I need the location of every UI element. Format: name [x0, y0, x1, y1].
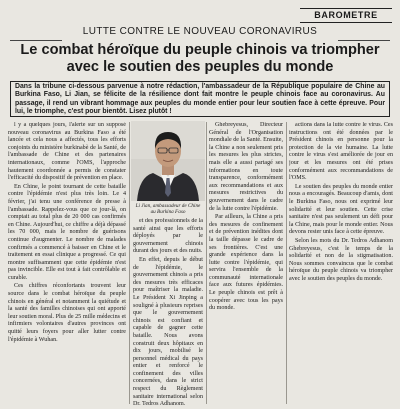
- headline-line-1: Le combat héroïque du peuple chinois va triompher: [20, 42, 380, 58]
- lead-paragraph: Dans la tribune ci-dessous parvenue à notre rédaction, l'ambassadeur de la République populaire de Chine au Burkina Faso, Li Jian, se félicite de la résilience dont fait montre le peuple chinois face au coronavirus. Au passage, il rend un vibrant hommage aux peuples du monde entier pour leur soutien face à cette épreuve. Pour lui, le triomphe, c'est pour bientôt. Lisez plutôt !: [10, 81, 390, 117]
- column-divider: [206, 122, 207, 404]
- column-divider: [129, 122, 130, 404]
- paragraph: Le soutien des peuples du monde entier nous a encouragés. Beaucoup d'amis, dont le Burkina Faso, nous ont exprimé leur solidarité et leur soutien. Cette crise sanitaire n'est pas seulement un défi pour la Chine, mais pour le monde entier. Nous devons rester unis face à cette épreuve.: [289, 183, 393, 236]
- ambassador-photo: [131, 121, 205, 201]
- paragraph: En Chine, le point tournant de cette bataille contre l'épidémie n'est plus très loin. Le 4 février, j'ai tenu une conférence de presse à l'ambassade. Rappelez-vous que ce jour-là, on comptait au total plus de 20 000 cas confirmés en Chine. Aujourd'hui, ce chiffre a déjà dépassé les 70 000, mais le nombre de guérisons continue d'augmenter. Le nombre de malades confirmés a commencé à baisser en Chine et le traitement en essai clinique a progressé. Ce qui montre suffisamment que cette épidémie n'est pas invincible. Elle est tout à fait contrôlable et curable.: [8, 183, 126, 281]
- caption-line-2: au Burkina Faso: [150, 209, 186, 215]
- paragraph: Ghebreyesus, Directeur Général de l'Organisation mondiale de la Santé. Ensuite, la Chine a non seulement pris les mesures les plus strictes, mais elle a aussi partagé ses informations en toute transparence, conformément aux recommandations et aux mesures restrictives du gouvernement dans le cadre de la lutte contre l'épidémie.: [209, 122, 283, 212]
- kicker-rule-right: [338, 40, 390, 41]
- section-tag: BAROMETRE: [300, 8, 392, 23]
- paragraph: Ces chiffres réconfortants trouvent leur source dans le combat héroïque du peuple chinois en général et notamment la quiétude et la santé des familles chinoises qui ont apporté leur soutien moral. Plus de 25 mille médecins et infirmiers volontaires d'autres provinces ont quitté leurs foyers pour aller lutter contre l'épidémie à Wuhan.: [8, 283, 126, 343]
- paragraph: Par ailleurs, la Chine a pris des mesures de confinement et de prévention inédites dont la taille dépasse le cadre de ses frontières. C'est une grande expérience dans la lutte contre l'épidémie, qui servira l'ensemble de la communauté internationale face aux futures épidémies. Le peuple chinois est prêt à coopérer avec tous les pays du monde.: [209, 214, 283, 312]
- article-column-1: [8, 122, 126, 406]
- photo-caption: [131, 203, 205, 215]
- kicker-rule-left: [10, 40, 62, 41]
- headline: [6, 42, 394, 76]
- paragraph: En effet, depuis le début de l'épidémie, le gouvernement chinois a pris des mesures très efficaces pour maîtriser la maladie. Le Président Xi Jinping a souligné à plusieurs reprises que le gouvernement chinois est confiant et capable de gagner cette bataille. Nous avons construit deux hôpitaux en dix jours, mobilisé le personnel médical du pays entier et renforcé le confinement des villes concernées, dans le strict respect du Règlement sanitaire international selon Dr. Tedros Adhanom.: [133, 256, 203, 406]
- headline-line-2: avec le soutien des peuples du monde: [66, 59, 334, 75]
- portrait-image: [131, 121, 205, 201]
- article-column-2: [133, 218, 203, 406]
- article-column-4: [289, 122, 393, 406]
- caption-line-1: Li Jian, ambassadeur de Chine: [135, 203, 201, 209]
- paragraph: Selon les mots du Dr. Tedros Adhanom Ghebreyesus, c'est le temps de la solidarité et non de la stigmatisation. Nous sommes convaincus que le combat héroïque du peuple chinois va triompher avec le soutien des peuples du monde.: [289, 237, 393, 282]
- article-column-3: [209, 122, 283, 406]
- paragraph: et des professionnels de la santé ainsi que les efforts déployés par le gouvernement chinois durant des jours et des nuits.: [133, 218, 203, 255]
- column-divider: [286, 122, 287, 404]
- kicker: LUTTE CONTRE LE NOUVEAU CORONAVIRUS: [82, 26, 318, 37]
- paragraph: l y a quelques jours, l'alerte sur un supposé nouveau coronavirus au Burkina Faso a été lancée et cela nous a affectés, tous les efforts conjoints du ministère burkinabè de la Santé, de l'ambassade de Chine et des partenaires internationaux, comme l'OMS, l'approche hautement coordonnée a permis de constater l'efficacité du dispositif de prévention en place.: [8, 122, 126, 182]
- paragraph: actions dans la lutte contre le virus. Ces instructions ont été données par le Président chinois en personne pour la protection de la vie humaine. La lutte contre le virus s'est améliorée de jour en jour et les mesures ont été prises conformément aux recommandations de l'OMS.: [289, 122, 393, 182]
